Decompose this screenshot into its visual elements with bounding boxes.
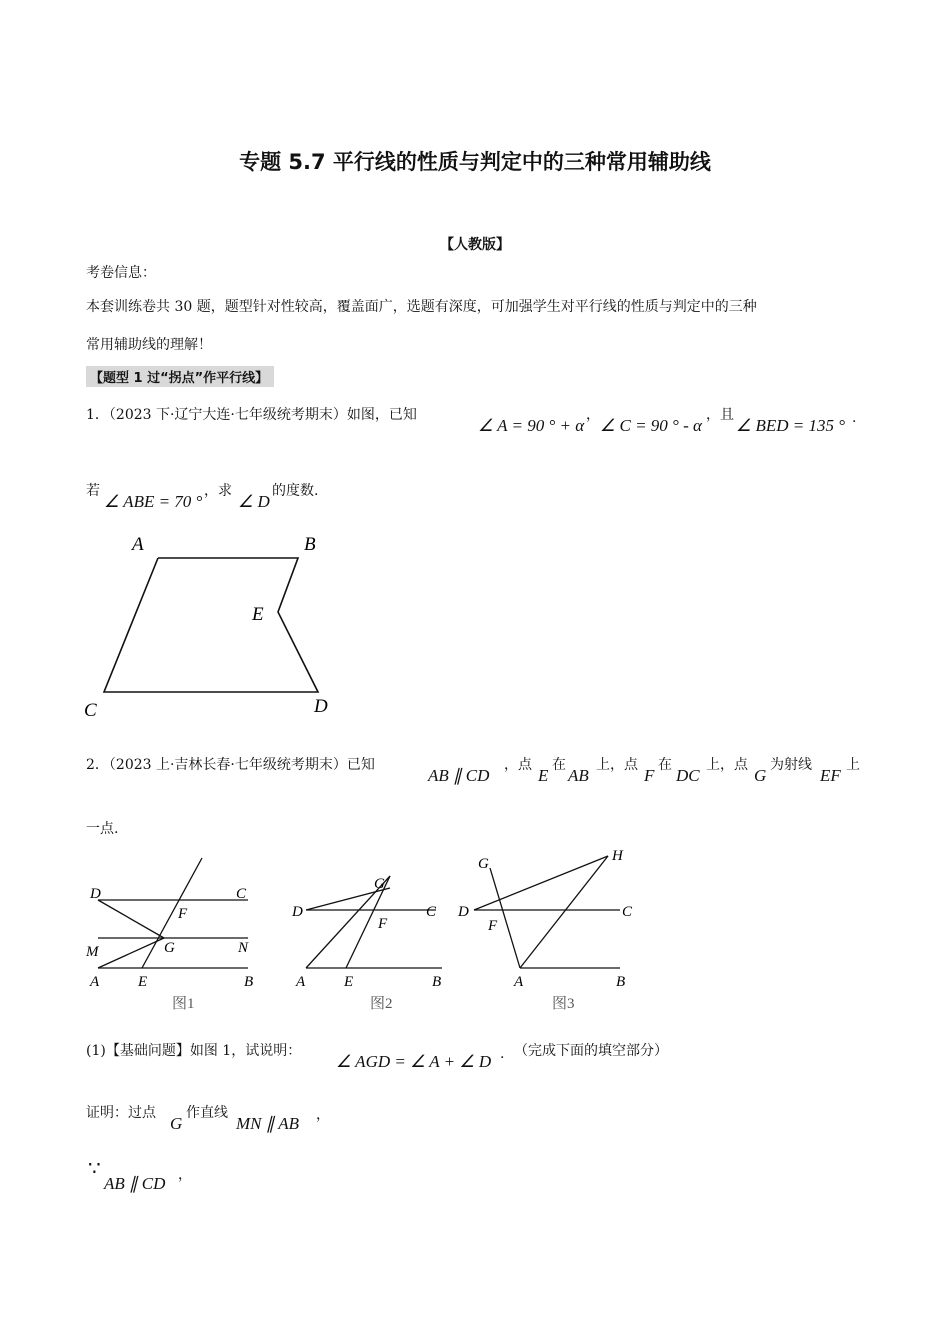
q1-sep-1: ， <box>586 407 600 423</box>
exam-info-label: 考卷信息： <box>86 265 156 281</box>
q2-part1-intro: (1)【基础问题】如图 1，试说明： <box>86 1043 302 1059</box>
because-symbol: ∵ <box>88 1156 101 1180</box>
q2-figure-1 <box>85 858 253 1012</box>
q2-text-6: 为射线 <box>770 757 812 773</box>
fig2-label-g: G <box>374 876 385 892</box>
q1-eq-angle-bed: ∠ BED = 135 ° <box>736 416 846 435</box>
fig2-label-c: C <box>426 904 437 920</box>
fig1-label-n: N <box>238 940 249 956</box>
fig1-label-e: E <box>138 974 148 990</box>
q1-eq-angle-c: ∠ C = 90 ° - α <box>600 416 702 435</box>
q2-part1-dot: . <box>500 1046 505 1062</box>
q1-tail: 的度数. <box>272 483 319 499</box>
section-heading: 【题型 1 过“拐点”作平行线】 <box>86 366 274 387</box>
q2-text-4: 在 <box>658 757 672 773</box>
fig3-label-c: C <box>622 904 633 920</box>
q1-ruo: 若 <box>86 483 100 499</box>
fig1-label-a: A <box>90 974 100 990</box>
page-title: 专题 5.7 平行线的性质与判定中的三种常用辅助线 <box>239 150 711 174</box>
q2-figure-2 <box>291 876 442 1012</box>
fig2-label-d: D <box>292 904 303 920</box>
q2-text-2: 在 <box>552 757 566 773</box>
fig2-label-e: E <box>344 974 354 990</box>
fig2-label-b: B <box>432 974 442 990</box>
q2-part1-eq: ∠ AGD = ∠ A + ∠ D <box>336 1052 492 1071</box>
q2-intro: 2．（2023 上·吉林长春·七年级统考期末）已知 <box>86 757 375 773</box>
fig2-label-a: A <box>296 974 306 990</box>
q2-figures <box>80 848 920 1018</box>
q2-proof-intro: 证明：过点 <box>86 1105 156 1121</box>
fig1-label-c: C <box>236 886 247 902</box>
exam-info-line-2: 常用辅助线的理解！ <box>86 337 212 353</box>
q2-m-g: G <box>754 766 767 785</box>
q2-proof-comma: ， <box>316 1107 330 1123</box>
q2-eq-ab-parallel-cd: AB ∥ CD <box>428 766 490 785</box>
q2-figure-3 <box>457 848 633 1012</box>
q1-figure <box>80 528 340 728</box>
q2-m-dc: DC <box>676 766 700 785</box>
q2-text-7: 上 <box>846 757 860 773</box>
q1-label-c: C <box>84 700 97 721</box>
q1-label-b: B <box>304 534 316 555</box>
q2-m-ab: AB <box>568 766 589 785</box>
q1-eq-angle-a: ∠ A = 90 ° + α <box>478 416 585 435</box>
fig3-label-h: H <box>612 848 623 864</box>
fig3-label-d: D <box>458 904 469 920</box>
fig2-label-f: F <box>378 916 388 932</box>
q1-intro: 1．（2023 下·辽宁大连·七年级统考期末）如图，已知 <box>86 407 417 423</box>
q2-proof-g: G <box>170 1114 183 1133</box>
q2-because-comma: ， <box>178 1167 192 1183</box>
q2-text-1: ，点 <box>504 757 532 773</box>
q1-pentagon <box>104 558 318 692</box>
q2-m-f: F <box>644 766 655 785</box>
fig3-label-g: G <box>478 856 489 872</box>
q1-eq-angle-abe: ∠ ABE = 70 ° <box>104 492 203 511</box>
q1-dot: . <box>852 410 857 426</box>
fig1-label-g: G <box>164 940 175 956</box>
fig2-caption: 图2 <box>370 996 393 1012</box>
fig3-label-f: F <box>488 918 498 934</box>
q1-label-a: A <box>132 534 144 555</box>
fig3-caption: 图3 <box>552 996 575 1012</box>
q2-m-e: E <box>538 766 549 785</box>
q1-eq-angle-d: ∠ D <box>238 492 270 511</box>
fig1-caption: 图1 <box>172 996 195 1012</box>
q2-proof-eq: MN ∥ AB <box>236 1114 299 1133</box>
q2-text-3: 上，点 <box>596 757 638 773</box>
fig1-label-f: F <box>178 906 188 922</box>
q2-proof-mid: 作直线 <box>186 1105 228 1121</box>
q2-m-ef: EF <box>820 766 841 785</box>
q1-qiu: ，求 <box>204 483 232 499</box>
edition-label: 【人教版】 <box>440 237 510 253</box>
q1-label-e: E <box>252 604 264 625</box>
fig1-label-m: M <box>86 944 99 960</box>
q2-because-eq: AB ∥ CD <box>104 1174 166 1193</box>
q2-text-5: 上，点 <box>706 757 748 773</box>
q1-sep-2: ，且 <box>706 407 734 423</box>
fig1-label-d: D <box>90 886 101 902</box>
fig3-label-b: B <box>616 974 626 990</box>
q2-line-2: 一点. <box>86 821 119 837</box>
exam-info-line-1: 本套训练卷共 30 题，题型针对性较高，覆盖面广，选题有深度，可加强学生对平行线的性质与判定中的三种 <box>86 299 757 315</box>
fig1-label-b: B <box>244 974 254 990</box>
q1-label-d: D <box>314 696 328 717</box>
q2-part1-note: （完成下面的填空部分） <box>514 1043 668 1059</box>
fig3-label-a: A <box>514 974 524 990</box>
